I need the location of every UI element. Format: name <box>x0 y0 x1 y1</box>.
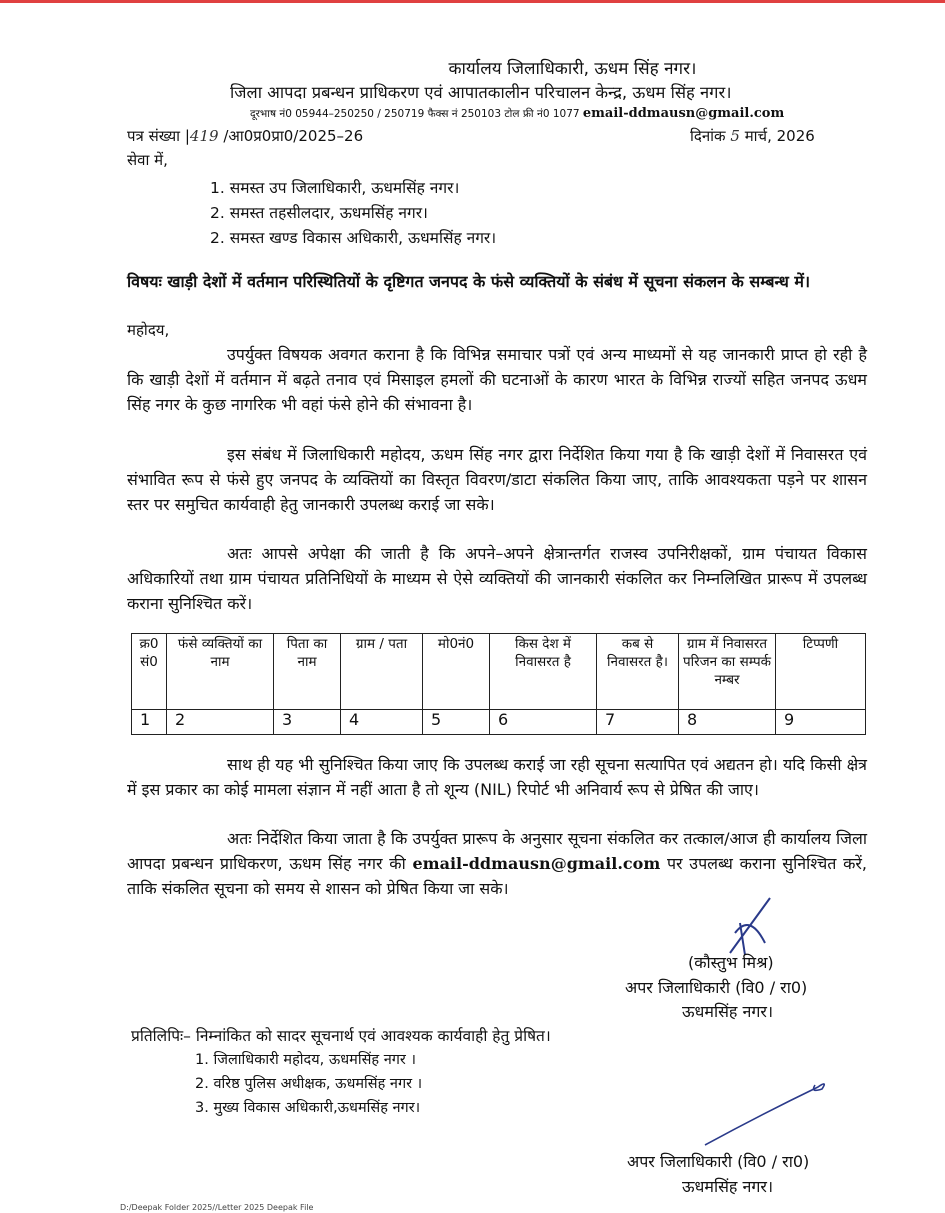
signatory-place-2: ऊधमसिंह नगर। <box>682 1177 774 1196</box>
paragraph-1: उपर्युक्त विषयक अवगत कराना है कि विभिन्न समाचार पत्रों एवं अन्य माध्यमों से यह जानकारी प्राप्त हो रही है कि खाड़ी देशों में वर्तमान में बढ़ते तनाव एवं मिसाइल हमलों की घटनाओं के कारण भारत के विभिन्न राज्यों सहित जनपद ऊधम सिंह नगर के कुछ नागरिक भी वहां फंसे होने की संभावना है। <box>127 345 867 414</box>
table-cell: 1 <box>132 710 167 735</box>
file-path-footer: D:/Deepak Folder 2025//Letter 2025 Deepak File <box>120 1203 314 1212</box>
table-cell: 3 <box>274 710 341 735</box>
top-border <box>0 0 945 3</box>
date-label: दिनांक <box>690 127 726 145</box>
body-email: email-ddmausn@gmail.com <box>412 854 661 873</box>
greeting: महोदय, <box>127 321 170 339</box>
table-header-cell: क्र0 सं0 <box>132 634 167 710</box>
table-header-cell: ग्राम / पता <box>341 634 423 710</box>
table-row <box>132 710 866 735</box>
table-cell: 7 <box>597 710 679 735</box>
paragraph-2: इस संबंध में जिलाधिकारी महोदय, ऊधम सिंह नगर द्वारा निर्देशित किया गया है कि खाड़ी देशों में निवासरत एवं संभावित रूप से फंसे हुए जनपद के व्यक्तियों का विस्तृत विवरण/डाटा संकलित किया जाए, ताकि आवश्यकता पड़ने पर शासन स्तर पर समुचित कार्यवाही हेतु जानकारी उपलब्ध कराई जा सके। <box>127 445 867 514</box>
paragraph-4: साथ ही यह भी सुनिश्चित किया जाए कि उपलब्ध कराई जा रही सूचना सत्यापित एवं अद्यतन हो। यदि किसी क्षेत्र में इस प्रकार का कोई मामला संज्ञान में नहीं आता है तो शून्य (NIL) रिपोर्ट भी अनिवार्य रूप से प्रेषित की जाए। <box>127 755 867 799</box>
addressee: 2. समस्त खण्ड विकास अधिकारी, ऊधमसिंह नगर। <box>210 229 497 247</box>
signatory-designation: अपर जिलाधिकारी (वि0 / रा0) <box>625 978 808 997</box>
signatory-designation-2: अपर जिलाधिकारी (वि0 / रा0) <box>627 1152 810 1171</box>
signatory-place: ऊधमसिंह नगर। <box>682 1002 774 1021</box>
signature-mark-2 <box>700 1075 840 1150</box>
ref-label: पत्र संख्या <box>127 127 181 145</box>
paragraph-3: अतः आपसे अपेक्षा की जाती है कि अपने–अपने क्षेत्रान्तर्गत राजस्व उपनिरीक्षकों, ग्राम पंचायत विकास अधिकारियों तथा ग्राम पंचायत प्रतिनिधियों के माध्यम से ऐसे व्यक्तियों की जानकारी संकलित कर निम्नलिखित प्रारूप में उपलब्ध कराना सुनिश्चित करें। <box>127 544 867 613</box>
letter-number: पत्र संख्या |419 /आ0प्र0प्रा0/2025–26 <box>127 127 364 145</box>
copy-heading: प्रतिलिपिः– निम्नांकित को सादर सूचनार्थ एवं आवश्यक कार्यवाही हेतु प्रेषित। <box>131 1027 551 1045</box>
table-cell: 4 <box>341 710 423 735</box>
table-cell: 9 <box>776 710 866 735</box>
copy-item: 1. जिलाधिकारी महोदय, ऊधमसिंह नगर । <box>195 1052 416 1068</box>
date-rest: मार्च, 2026 <box>744 127 815 145</box>
ref-number-handwritten: 419 <box>189 127 219 145</box>
table-cell: 2 <box>167 710 274 735</box>
letter-date <box>690 126 815 146</box>
contact-numbers: दूरभाष नं0 05944–250250 / 250719 फैक्स नं 250103 टोल फ्री नं0 1077 <box>250 108 580 120</box>
table-cell: 6 <box>490 710 597 735</box>
subject-line: विषयः खाड़ी देशों में वर्तमान परिस्थितियों के दृष्टिगत जनपद के फंसे व्यक्तियों के संबंध में सूचना संकलन के सम्बन्ध में। <box>127 272 811 291</box>
table-header-row <box>132 634 866 710</box>
data-format-table <box>131 633 866 735</box>
table-header-cell: ग्राम में निवासरत परिजन का सम्पर्क नम्बर <box>679 634 776 710</box>
date-day-handwritten: 5 <box>730 127 740 145</box>
table-header-cell: कब से निवासरत है। <box>597 634 679 710</box>
addressee: 1. समस्त उप जिलाधिकारी, ऊधमसिंह नगर। <box>210 179 460 197</box>
copy-item: 3. मुख्य विकास अधिकारी,ऊधमसिंह नगर। <box>195 1100 421 1116</box>
office-title: कार्यालय जिलाधिकारी, ऊधम सिंह नगर। <box>448 59 697 79</box>
paragraph-5 <box>127 826 867 901</box>
paragraph-5-text-end: पर उपलब्ध कराना सुनिश्चित करें, ताकि संकलित सूचना को समय से शासन को प्रेषित किया जा सके। <box>127 854 867 898</box>
signature-mark <box>720 893 780 958</box>
table-header-cell: पिता का नाम <box>274 634 341 710</box>
salutation-to: सेवा में, <box>127 151 168 169</box>
table-cell: 8 <box>679 710 776 735</box>
signatory-name: (कौस्तुभ मिश्र) <box>688 953 774 972</box>
addressee: 2. समस्त तहसीलदार, ऊधमसिंह नगर। <box>210 204 428 222</box>
table-header-cell: फंसे व्यक्तियों का नाम <box>167 634 274 710</box>
header-email: email-ddmausn@gmail.com <box>582 106 785 121</box>
table-header-cell: टिप्पणी <box>776 634 866 710</box>
table-header-cell: मो0नं0 <box>423 634 490 710</box>
paragraph-5-text: अतः निर्देशित किया जाता है कि उपर्युक्त प्रारूप के अनुसार सूचना संकलित कर तत्काल/आज ही कार्यालय जिला आपदा प्रबन्धन प्राधिकरण, ऊधम सिंह नगर की <box>127 829 867 873</box>
copy-item: 2. वरिष्ठ पुलिस अधीक्षक, ऊधमसिंह नगर । <box>195 1076 423 1092</box>
table-header-cell: किस देश में निवासरत है <box>490 634 597 710</box>
ref-suffix: /आ0प्र0प्रा0/2025–26 <box>223 127 364 145</box>
contact-line <box>250 106 784 121</box>
table-cell: 5 <box>423 710 490 735</box>
centre-title: जिला आपदा प्रबन्धन प्राधिकरण एवं आपातकालीन परिचालन केन्द्र, ऊधम सिंह नगर। <box>230 83 732 102</box>
